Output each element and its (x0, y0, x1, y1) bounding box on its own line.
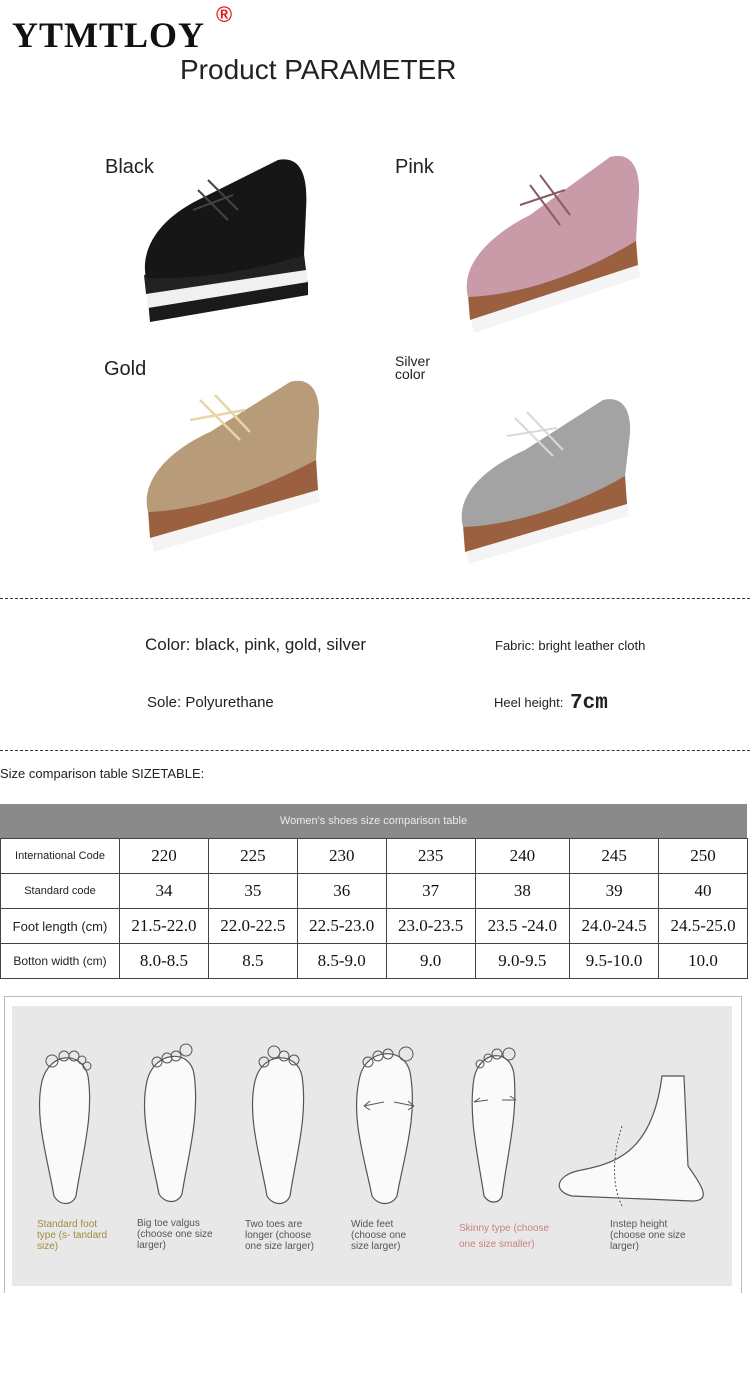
table-cell: 22.5-23.0 (297, 909, 386, 944)
table-cell: 23.5 -24.0 (475, 909, 570, 944)
table-cell: 23.0-23.5 (386, 909, 475, 944)
brand-logo: YTMTLOY (12, 15, 206, 55)
table-cell: 22.0-22.5 (208, 909, 297, 944)
section-divider (0, 598, 750, 599)
shoe-image-gold (140, 370, 325, 555)
standard-foot-icon (39, 1058, 89, 1204)
big-toe-valgus-icon (144, 1056, 195, 1201)
table-cell: 38 (475, 874, 570, 909)
table-cell: 24.0-24.5 (570, 909, 659, 944)
table-cell: 9.0-9.5 (475, 944, 570, 979)
color-label-gold: Gold (104, 358, 147, 380)
foot-type-caption: Big toe valgus (choose one size larger) (137, 1218, 213, 1251)
shoe-image-silver (455, 390, 635, 570)
table-cell: 37 (386, 874, 475, 909)
table-cell: 24.5-25.0 (659, 909, 748, 944)
color-label-black: Black (105, 156, 154, 178)
table-cell: 34 (120, 874, 209, 909)
param-heel-value: 7cm (570, 692, 608, 715)
row-label: International Code (1, 839, 120, 874)
section-divider (0, 750, 750, 751)
table-cell: 250 (659, 839, 748, 874)
size-table-caption: Size comparison table SIZETABLE: (0, 766, 205, 781)
row-label: Foot length (cm) (1, 909, 120, 944)
table-cell: 10.0 (659, 944, 748, 979)
shoe-image-pink (460, 145, 645, 335)
instep-foot-icon (559, 1076, 703, 1201)
foot-type-caption: Two toes are longer (choose one size larger) (245, 1219, 314, 1252)
shoe-image-black (138, 150, 318, 330)
table-cell: 9.0 (386, 944, 475, 979)
table-cell: 40 (659, 874, 748, 909)
foot-type-caption: Wide feet (choose one size larger) (351, 1219, 407, 1252)
skinny-foot-icon (472, 1056, 515, 1202)
color-label-silver: Silver color (395, 353, 431, 382)
table-cell: 35 (208, 874, 297, 909)
long-second-toe-icon (252, 1058, 303, 1204)
param-color: Color: black, pink, gold, silver (145, 635, 367, 654)
foot-type-caption: Standard foot type (s- tandard size) (37, 1219, 108, 1252)
table-cell: 8.5-9.0 (297, 944, 386, 979)
row-label: Botton width (cm) (1, 944, 120, 979)
color-label-pink: Pink (395, 156, 434, 178)
page-title: Product PARAMETER (180, 54, 457, 85)
size-table-header: Women's shoes size comparison table (0, 804, 747, 838)
table-row (1, 839, 748, 874)
table-cell: 240 (475, 839, 570, 874)
table-row (1, 874, 748, 909)
size-table (0, 838, 748, 979)
table-row (1, 944, 748, 979)
table-cell: 21.5-22.0 (120, 909, 209, 944)
table-cell: 36 (297, 874, 386, 909)
table-cell: 8.5 (208, 944, 297, 979)
table-cell: 225 (208, 839, 297, 874)
foot-type-caption: Instep height (choose one size larger) (610, 1219, 686, 1252)
row-label: Standard code (1, 874, 120, 909)
wide-foot-icon (357, 1054, 413, 1204)
table-cell: 39 (570, 874, 659, 909)
table-cell: 235 (386, 839, 475, 874)
registered-mark: ® (216, 2, 233, 27)
table-cell: 9.5-10.0 (570, 944, 659, 979)
table-cell: 230 (297, 839, 386, 874)
table-cell: 8.0-8.5 (120, 944, 209, 979)
table-row (1, 909, 748, 944)
param-heel-label: Heel height: (494, 695, 564, 710)
table-cell: 220 (120, 839, 209, 874)
param-sole: Sole: Polyurethane (147, 694, 274, 711)
param-fabric: Fabric: bright leather cloth (495, 638, 646, 653)
foot-type-caption: Skinny type (choose one size smaller) (459, 1223, 550, 1250)
table-cell: 245 (570, 839, 659, 874)
